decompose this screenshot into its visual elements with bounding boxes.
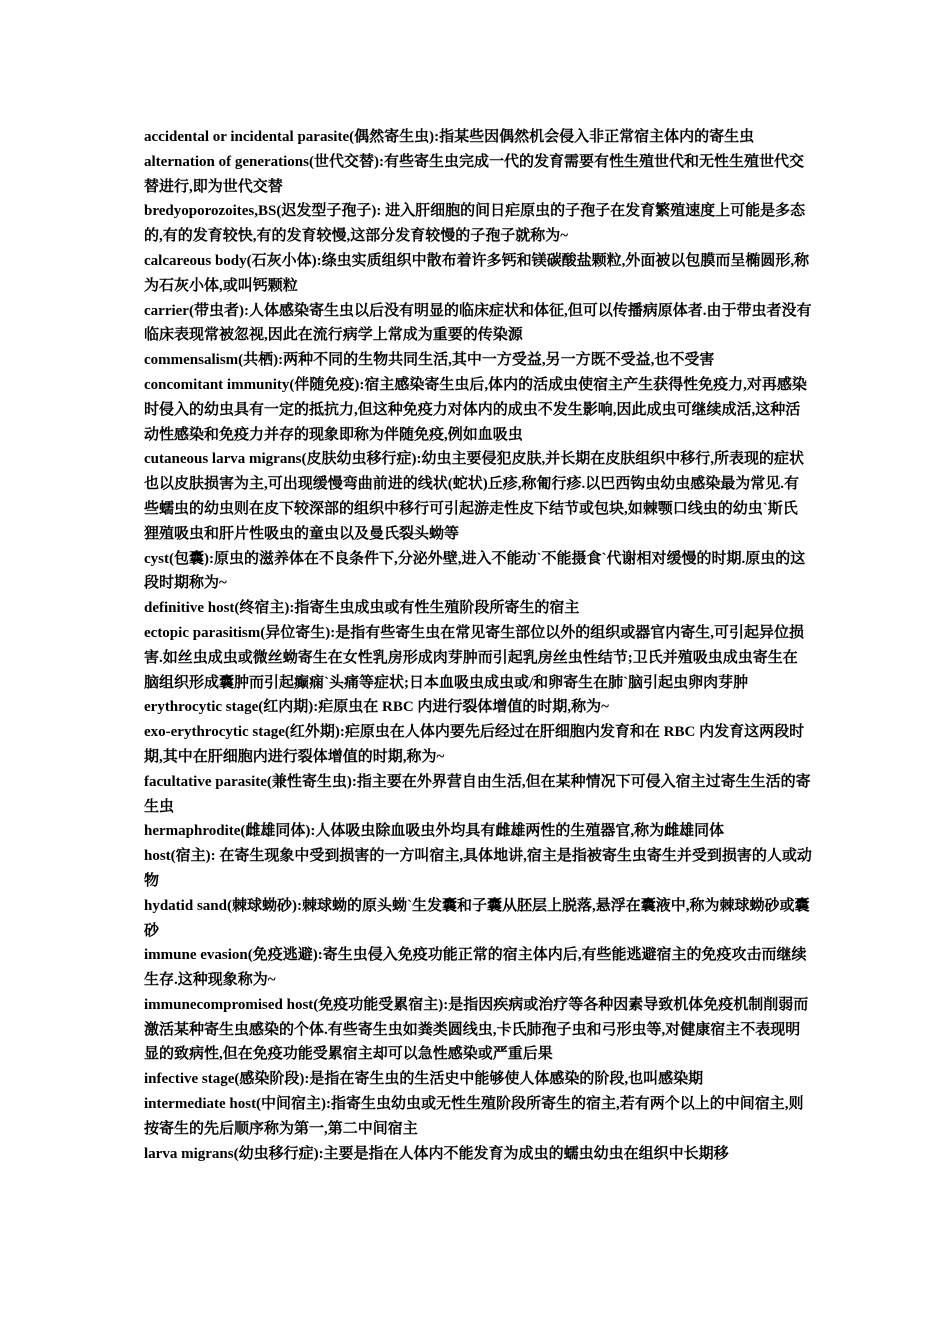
document-page [144,125,812,1166]
glossary-entry-alternation-of-generations: alternation of generations(世代交替):有些寄生虫完成一代的发育需要有性生殖世代和无性生殖世代交替进行,即为世代交替 [144,153,804,195]
glossary-entry-intermediate-host: intermediate host(中间宿主):指寄生虫幼虫或无性生殖阶段所寄生的宿主,若有两个以上的中间宿主,则按寄生的先后顺序称为第一,第二中间宿主 [144,1096,804,1137]
glossary-entry-erythrocytic-stage: erythrocytic stage(红内期):疟原虫在 RBC 内进行裂体增值的时期,称为~ [144,699,609,716]
glossary-entry-immune-evasion: immune evasion(免疫逃避):寄生虫侵入免疫功能正常的宿主体内后,有些能逃避宿主的免疫攻击而继续生存.这种现象称为~ [144,947,807,989]
glossary-entry-immunocompromised-host: immunecompromised host(免疫功能受累宿主):是指因疾病或治疗等各种因素导致机体免疫机制削弱而激活某种寄生虫感染的个体.有些寄生虫如粪类圆线虫,卡氏肺孢子虫和弓形虫等,对健康宿主不表现明显的致病性,但在免疫功能受累宿主却可以急性感染或严重后果 [144,996,809,1063]
glossary-entry-host: host(宿主): 在寄生现象中受到损害的一方叫宿主,具体地讲,宿主是指被寄生虫寄生并受到损害的人或动物 [144,848,812,889]
glossary-entry-cyst: cyst(包囊):原虫的滋养体在不良条件下,分泌外壁,进入不能动`不能摄食`代谢相对缓慢的时期.原虫的这段时期称为~ [144,550,806,592]
glossary-entry-infective-stage: infective stage(感染阶段):是指在寄生虫的生活史中能够使人体感染的阶段,也叫感染期 [144,1071,704,1088]
glossary-entry-hydatid-sand: hydatid sand(棘球蚴砂):棘球蚴的原头蚴`生发囊和子囊从胚层上脱落,悬浮在囊液中,称为棘球蚴砂或囊砂 [144,897,810,939]
glossary-entry-facultative-parasite: facultative parasite(兼性寄生虫):指主要在外界营自由生活,但在某种情况下可侵入宿主过寄生生活的寄生虫 [144,773,811,815]
glossary-entry-calcareous-body: calcareous body(石灰小体):绦虫实质组织中散布着许多钙和镁碳酸盐颗粒,外面被以包膜而呈椭圆形,称为石灰小体,或叫钙颗粒 [144,252,810,294]
glossary-entry-accidental-parasite: accidental or incidental parasite(偶然寄生虫):指某些因偶然机会侵入非正常宿主体内的寄生虫 [144,129,755,145]
glossary-entry-carrier: carrier(带虫者):人体感染寄生虫以后没有明显的临床症状和体征,但可以传播病原体者.由于带虫者没有临床表现常被忽视,因此在流行病学上常成为重要的传染源 [144,302,812,344]
glossary-entry-ectopic-parasitism: ectopic parasitism(异位寄生):是指有些寄生虫在常见寄生部位以外的组织或器官内寄生,可引起异位损害.如丝虫成虫或微丝蚴寄生在女性乳房形成肉芽肿而引起乳房丝虫性结节;卫氏并殖吸虫成虫寄生在脑组织形成囊肿而引起癫痫`头痛等症状;日本血吸虫成虫或/和卵寄生在肺`脑引起虫卵肉芽肿 [144,624,804,691]
glossary-entry-concomitant-immunity: concomitant immunity(伴随免疫):宿主感染寄生虫后,体内的活成虫使宿主产生获得性免疫力,对再感染时侵入的幼虫具有一定的抵抗力,但这种免疫力对体内的成虫不发生影响,因此成虫可继续成活,这种活动性感染和免疫力并存的现象即称为伴随免疫,例如血吸虫 [144,376,807,443]
glossary-entry-cutaneous-larva-migrans: cutaneous larva migrans(皮肤幼虫移行症):幼虫主要侵犯皮肤,并长期在皮肤组织中移行,所表现的症状也以皮肤损害为主,可出现缓慢弯曲前进的线状(蛇状)丘疹,称匍行疹.以巴西钩虫幼虫感染最为常见.有些蠕虫的幼虫则在皮下较深部的组织中移行可引起游走性皮下结节或包块,如棘颚口线虫的幼虫`斯氏狸殖吸虫和肝片性吸虫的童虫以及曼氏裂头蚴等 [144,451,804,542]
glossary-entry-exo-erythrocytic-stage: exo-erythrocytic stage(红外期):疟原虫在人体内要先后经过在肝细胞内发育和在 RBC 内发育这两段时期,其中在肝细胞内进行裂体增值的时期,称为~ [144,724,805,765]
glossary-entry-hermaphrodite: hermaphrodite(雌雄同体):人体吸虫除血吸虫外均具有雌雄两性的生殖器官,称为雌雄同体 [144,823,725,840]
glossary-entry-definitive-host: definitive host(终宿主):指寄生虫成虫或有性生殖阶段所寄生的宿主 [144,600,580,617]
glossary-entry-commensalism: commensalism(共栖):两种不同的生物共同生活,其中一方受益,另一方既不受益,也不受害 [144,352,715,369]
glossary-entry-bradysporozoites: bredyoporozoites,BS(迟发型子孢子): 进入肝细胞的间日疟原虫的子孢子在发育繁殖速度上可能是多态的,有的发育较快,有的发育较慢,这部分发育较慢的子孢子就称为~ [144,203,806,245]
glossary-entry-larva-migrans: larva migrans(幼虫移行症):主要是指在人体内不能发育为成虫的蠕虫幼虫在组织中长期移 [144,1145,729,1162]
